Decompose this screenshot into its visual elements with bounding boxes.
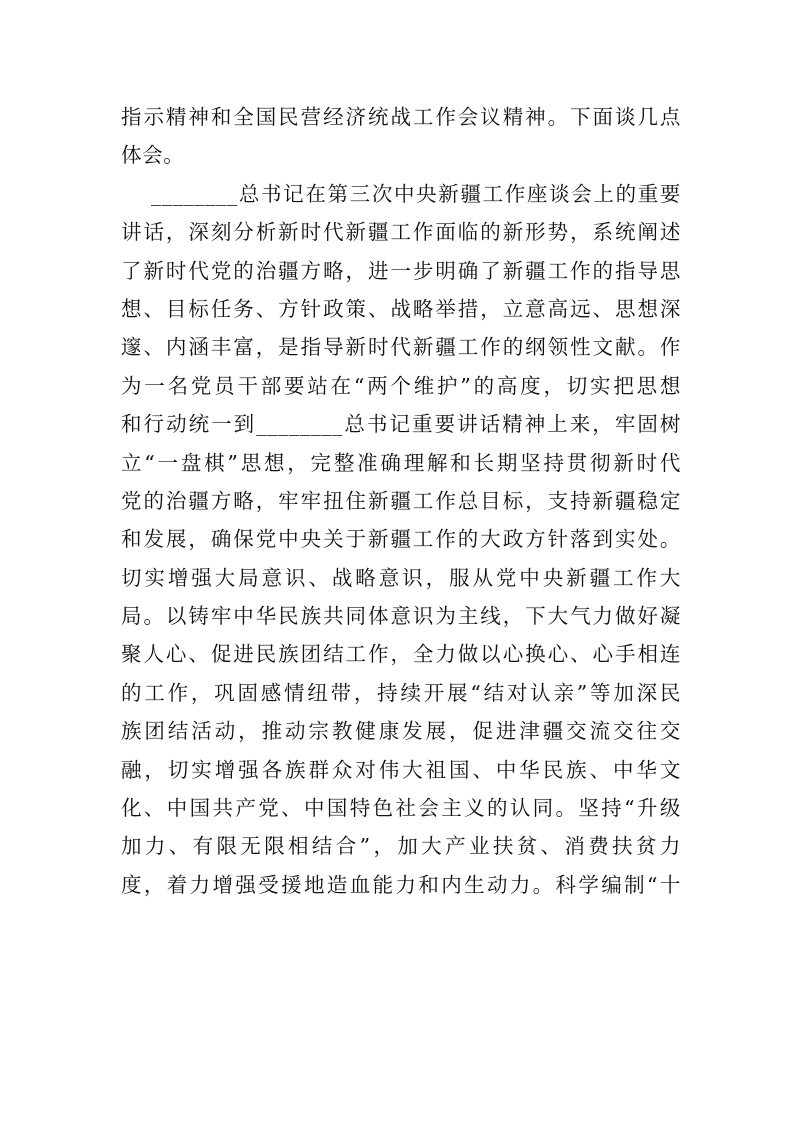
text-line: 和发展，确保党中央关于新疆工作的大政方针落到实处。 <box>121 527 681 552</box>
text-line: 融，切实增强各族群众对伟大祖国、中华民族、中华文 <box>121 757 681 782</box>
text-line: 了新时代党的治疆方略，进一步明确了新疆工作的指导思 <box>121 258 681 283</box>
text-line: 讲话，深刻分析新时代新疆工作面临的新形势，系统阐述 <box>121 220 681 245</box>
text-line: 的工作，巩固感情纽带，持续开展“结对认亲”等加深民 <box>121 680 681 705</box>
body-text <box>121 98 681 904</box>
text-line: 立“一盘棋”思想，完整准确理解和长期坚持贯彻新时代 <box>121 450 681 475</box>
text-line: 邃、内涵丰富，是指导新时代新疆工作的纲领性文献。作 <box>121 335 681 360</box>
text-line: 化、中国共产党、中国特色社会主义的认同。坚持“升级 <box>121 796 681 821</box>
text-line: 为一名党员干部要站在“两个维护”的高度，切实把思想 <box>121 373 681 398</box>
text-line: 指示精神和全国民营经济统战工作会议精神。下面谈几点 <box>121 105 681 129</box>
text-line: ________总书记在第三次中央新疆工作座谈会上的重要 <box>151 181 681 206</box>
text-line: 和行动统一到________总书记重要讲话精神上来，牢固树 <box>121 412 681 437</box>
text-line: 体会。 <box>121 143 185 168</box>
text-line: 想、目标任务、方针政策、战略举措，立意高远、思想深 <box>121 296 681 321</box>
text-line: 度，着力增强受援地造血能力和内生动力。科学编制“十 <box>121 872 681 897</box>
text-line: 聚人心、促进民族团结工作，全力做以心换心、心手相连 <box>121 642 681 667</box>
text-line: 局。以铸牢中华民族共同体意识为主线，下大气力做好凝 <box>121 604 681 629</box>
text-line: 切实增强大局意识、战略意识，服从党中央新疆工作大 <box>121 565 681 590</box>
text-line: 族团结活动，推动宗教健康发展，促进津疆交流交往交 <box>121 719 681 744</box>
text-line: 党的治疆方略，牢牢扭住新疆工作总目标，支持新疆稳定 <box>121 488 681 513</box>
text-line: 加力、有限无限相结合”，加大产业扶贫、消费扶贫力 <box>121 834 681 859</box>
